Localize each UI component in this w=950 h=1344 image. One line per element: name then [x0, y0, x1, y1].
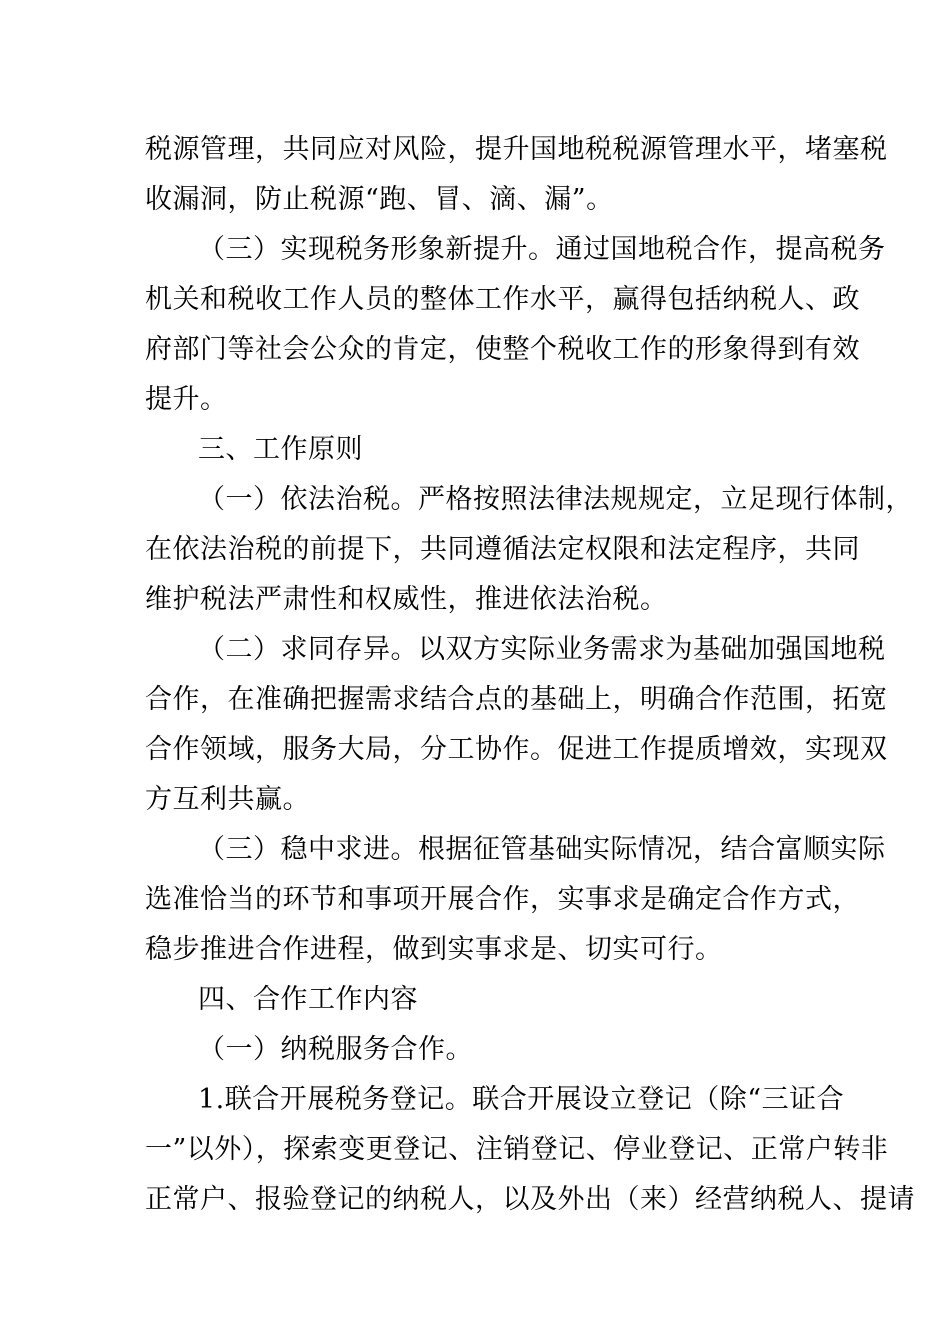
paragraph-heading: 1.联合开展税务登记。联合开展设立登记（除“三证合 — [198, 1084, 845, 1115]
text-line: 选准恰当的环节和事项开展合作，实事求是确定合作方式， — [145, 884, 860, 915]
text-line: 在依法治税的前提下，共同遵循法定权限和法定程序，共同 — [145, 534, 860, 565]
text-line: 维护税法严肃性和权威性，推进依法治税。 — [145, 584, 668, 615]
text-line: 机关和税收工作人员的整体工作水平，赢得包括纳税人、政 — [145, 284, 860, 315]
text-line: 合作，在准确把握需求结合点的基础上，明确合作范围，拓宽 — [145, 684, 888, 715]
text-line: 税源管理，共同应对风险，提升国地税税源管理水平，堵塞税 — [145, 134, 888, 165]
text-line: 稳步推进合作进程，做到实事求是、切实可行。 — [145, 934, 723, 965]
paragraph-heading: （三）实现税务形象新提升。通过国地税合作，提高税务 — [198, 234, 886, 265]
text-line: 收漏洞，防止税源“跑、冒、滴、漏”。 — [145, 184, 614, 215]
section-heading: 四、合作工作内容 — [198, 984, 418, 1015]
paragraph-heading: （二）求同存异。以双方实际业务需求为基础加强国地税 — [198, 634, 886, 665]
text-line: 合作领域，服务大局，分工协作。促进工作提质增效，实现双 — [145, 734, 888, 765]
subsection-heading: （一）纳税服务合作。 — [198, 1034, 473, 1065]
paragraph-heading: （三）稳中求进。根据征管基础实际情况，结合富顺实际 — [198, 834, 886, 865]
paragraph-heading: （一）依法治税。严格按照法律法规规定，立足现行体制， — [198, 484, 913, 515]
text-line: 正常户、报验登记的纳税人，以及外出（来）经营纳税人、提请 — [145, 1184, 915, 1215]
text-line: 提升。 — [145, 384, 228, 415]
text-line: 一”以外），探索变更登记、注销登记、停业登记、正常户转非 — [145, 1134, 889, 1165]
text-line: 府部门等社会公众的肯定，使整个税收工作的形象得到有效 — [145, 334, 860, 365]
text-line: 方互利共赢。 — [145, 784, 310, 815]
section-heading: 三、工作原则 — [198, 434, 363, 465]
